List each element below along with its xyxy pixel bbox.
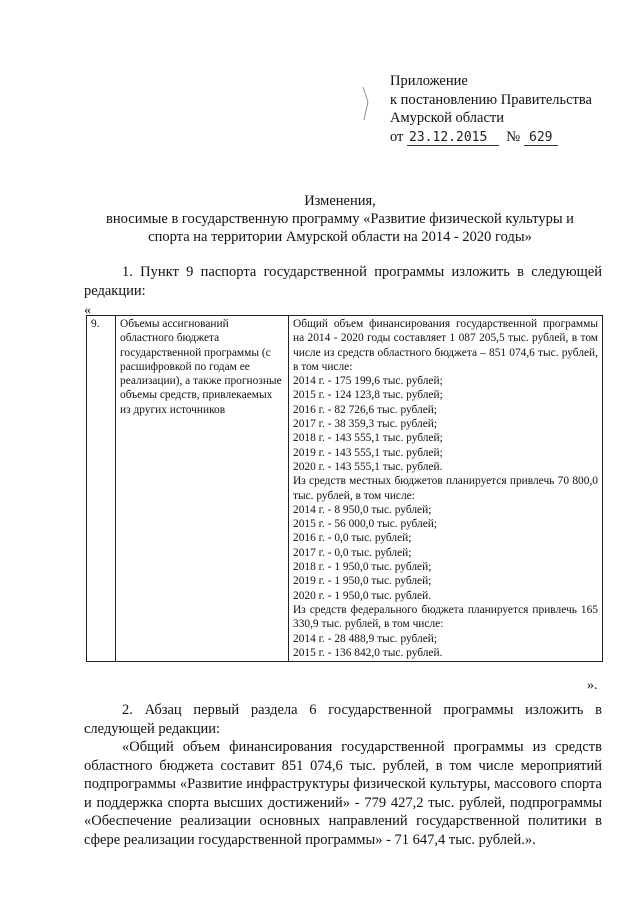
content-line: 2016 г. - 82 726,6 тыс. рублей; — [293, 403, 438, 416]
number-prefix: № — [506, 128, 521, 145]
content-line: 2014 г. - 175 199,6 тыс. рублей; — [293, 375, 443, 388]
content-line: 2020 г. - 1 950,0 тыс. рублей. — [293, 589, 432, 602]
date-prefix: от — [390, 128, 404, 145]
content-line: 2015 г. - 136 842,0 тыс. рублей. — [293, 646, 443, 659]
heading-line-2: вносимые в государственную программу «Развитие физической культуры и — [106, 211, 574, 227]
row-content — [289, 316, 603, 662]
content-line: 2014 г. - 8 950,0 тыс. рублей; — [293, 503, 432, 516]
handwritten-number: 629 — [524, 131, 558, 146]
heading-line-3: спорта на территории Амурской области на 2014 - 2020 годы» — [148, 229, 532, 245]
row-name: Объемы ассигнований областного бюджета государственной программы (с расшифровкой по годам ее реализации), а также прогнозные объемы средств, привлекаемых из других источников — [116, 316, 289, 662]
content-line: 2018 г. - 143 555,1 тыс. рублей; — [293, 432, 443, 445]
document-heading — [80, 192, 600, 246]
appendix-line-2: к постановлению Правительства — [390, 91, 592, 108]
appendix-block — [390, 72, 592, 146]
content-line: 2017 г. - 38 359,3 тыс. рублей; — [293, 418, 438, 431]
content-line: Из средств местных бюджетов планируется привлечь 70 800,0 тыс. рублей, в том числе: — [293, 475, 598, 502]
paragraph-3: «Общий объем финансирования государственной программы из средств областного бюджета составит 851 074,6 тыс. рублей, в том числе мероприятий подпрограммы «Развитие инфраструктуры физической культуры, массового спорта и поддержка спорта высших достижений» - 779 427,2 тыс. рублей, подпрограммы «Обеспечение реализации основных направлений государственной политики в сфере реализации государственной программы» - 71 647,4 тыс. рублей.». — [84, 739, 602, 848]
content-line: 2014 г. - 28 488,9 тыс. рублей; — [293, 632, 438, 645]
content-line: 2019 г. - 143 555,1 тыс. рублей; — [293, 446, 443, 459]
quote-open: « — [84, 303, 91, 318]
content-line: 2015 г. - 56 000,0 тыс. рублей; — [293, 518, 438, 531]
content-line: 2017 г. - 0,0 тыс. рублей; — [293, 546, 412, 559]
content-line: 2016 г. - 0,0 тыс. рублей; — [293, 532, 412, 545]
content-line: 2020 г. - 143 555,1 тыс. рублей. — [293, 460, 443, 473]
paragraph-1: 1. Пункт 9 паспорта государственной программы изложить в следующей редакции: — [84, 264, 602, 299]
appendix-title: Приложение — [390, 73, 468, 89]
content-line: Из средств федерального бюджета планируется привлечь 165 330,9 тыс. рублей, в том числе: — [293, 603, 598, 631]
row-number: 9. — [87, 316, 116, 662]
paragraph-2: 2. Абзац первый раздела 6 государственной программы изложить в следующей редакции: — [84, 702, 602, 737]
appendix-date-line — [390, 128, 592, 147]
content-line: 2018 г. - 1 950,0 тыс. рублей; — [293, 561, 432, 574]
table-row — [87, 316, 603, 662]
pencil-mark — [362, 86, 370, 122]
appendix-line-3: Амурской области — [390, 110, 504, 126]
quote-close: ». — [587, 678, 598, 693]
heading-line-1: Изменения, — [304, 193, 376, 209]
content-line: 2019 г. - 1 950,0 тыс. рублей; — [293, 575, 432, 588]
passport-table — [86, 315, 603, 662]
content-line: 2015 г. - 124 123,8 тыс. рублей; — [293, 389, 443, 402]
content-line: Общий объем финансирования государственной программы на 2014 - 2020 годы составляет 1 087 205,5 тыс. рублей, в том числе из средств областного бюджета – 851 074,6 тыс. рублей, в том числе: — [293, 318, 598, 373]
handwritten-date: 23.12.2015 — [407, 131, 499, 146]
